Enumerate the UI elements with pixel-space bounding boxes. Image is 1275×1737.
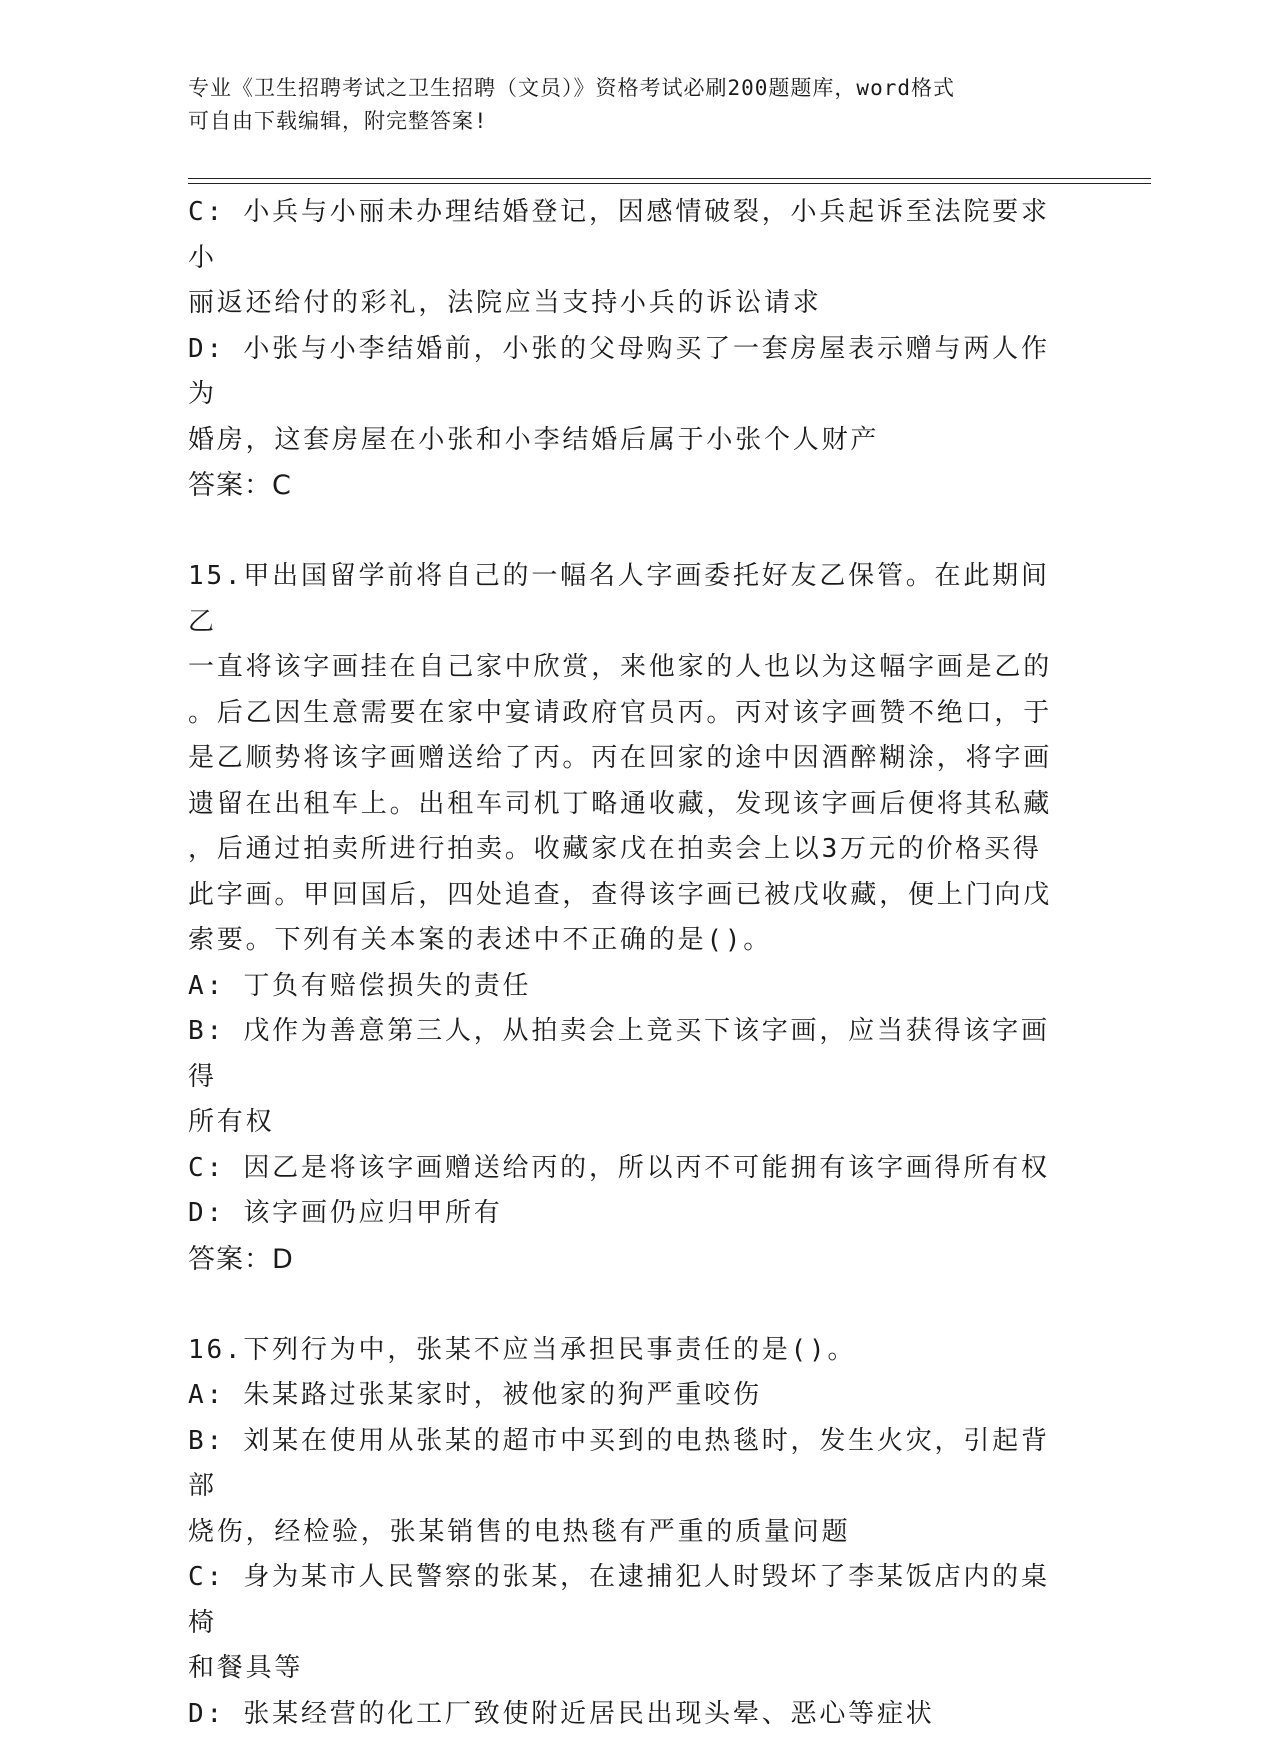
option-c-cont: 丽返还给付的彩礼，法院应当支持小兵的诉讼请求 <box>188 281 1078 327</box>
document-body <box>188 190 1078 1737</box>
option-c: C: 因乙是将该字画赠送给丙的，所以丙不可能拥有该字画得所有权 <box>188 1146 1078 1192</box>
question-stem: ，后通过拍卖所进行拍卖。收藏家戊在拍卖会上以3万元的价格买得 <box>188 827 1078 873</box>
option-b: B: 戊作为善意第三人，从拍卖会上竞买下该字画，应当获得该字画得 <box>188 1009 1078 1100</box>
answer: 答案：D <box>188 1237 1078 1283</box>
option-a: A: 朱某路过张某家时，被他家的狗严重咬伤 <box>188 1373 1078 1419</box>
question-stem: 15.甲出国留学前将自己的一幅名人字画委托好友乙保管。在此期间乙 <box>188 554 1078 645</box>
option-b-cont: 所有权 <box>188 1100 1078 1146</box>
question-stem: 索要。下列有关本案的表述中不正确的是()。 <box>188 918 1078 964</box>
question-stem: 。后乙因生意需要在家中宴请政府官员丙。丙对该字画赞不绝口，于 <box>188 691 1078 737</box>
option-d-cont: 婚房，这套房屋在小张和小李结婚后属于小张个人财产 <box>188 418 1078 464</box>
question-14 <box>188 190 1078 509</box>
option-c: C: 小兵与小丽未办理结婚登记，因感情破裂，小兵起诉至法院要求小 <box>188 190 1078 281</box>
question-stem: 16.下列行为中，张某不应当承担民事责任的是()。 <box>188 1328 1078 1374</box>
question-16 <box>188 1328 1078 1737</box>
option-a: A: 丁负有赔偿损失的责任 <box>188 964 1078 1010</box>
option-b-cont: 烧伤，经检验，张某销售的电热毯有严重的质量问题 <box>188 1510 1078 1556</box>
option-c-cont: 和餐具等 <box>188 1646 1078 1692</box>
option-d: D: 张某经营的化工厂致使附近居民出现头晕、恶心等症状 <box>188 1692 1078 1737</box>
question-stem: 一直将该字画挂在自己家中欣赏，来他家的人也以为这幅字画是乙的 <box>188 645 1078 691</box>
option-d: D: 小张与小李结婚前，小张的父母购买了一套房屋表示赠与两人作为 <box>188 327 1078 418</box>
question-stem: 是乙顺势将该字画赠送给了丙。丙在回家的途中因酒醉糊涂，将字画 <box>188 736 1078 782</box>
option-c: C: 身为某市人民警察的张某，在逮捕犯人时毁坏了李某饭店内的桌椅 <box>188 1555 1078 1646</box>
question-stem: 此字画。甲回国后，四处追查，查得该字画已被戊收藏，便上门向戊 <box>188 873 1078 919</box>
header-line-1: 专业《卫生招聘考试之卫生招聘（文员）》资格考试必刷200题题库，word格式 <box>188 72 1068 105</box>
answer: 答案：C <box>188 463 1078 509</box>
option-d: D: 该字画仍应归甲所有 <box>188 1191 1078 1237</box>
spacer <box>188 1282 1078 1328</box>
header-line-2: 可自由下载编辑，附完整答案! <box>188 105 1068 138</box>
header-rule-top <box>188 178 1151 179</box>
header-rule-bottom <box>188 183 1151 184</box>
question-stem: 遗留在出租车上。出租车司机丁略通收藏，发现该字画后便将其私藏 <box>188 782 1078 828</box>
spacer <box>188 509 1078 555</box>
question-15 <box>188 554 1078 1282</box>
option-b: B: 刘某在使用从张某的超市中买到的电热毯时，发生火灾，引起背部 <box>188 1419 1078 1510</box>
page-header <box>188 72 1068 138</box>
